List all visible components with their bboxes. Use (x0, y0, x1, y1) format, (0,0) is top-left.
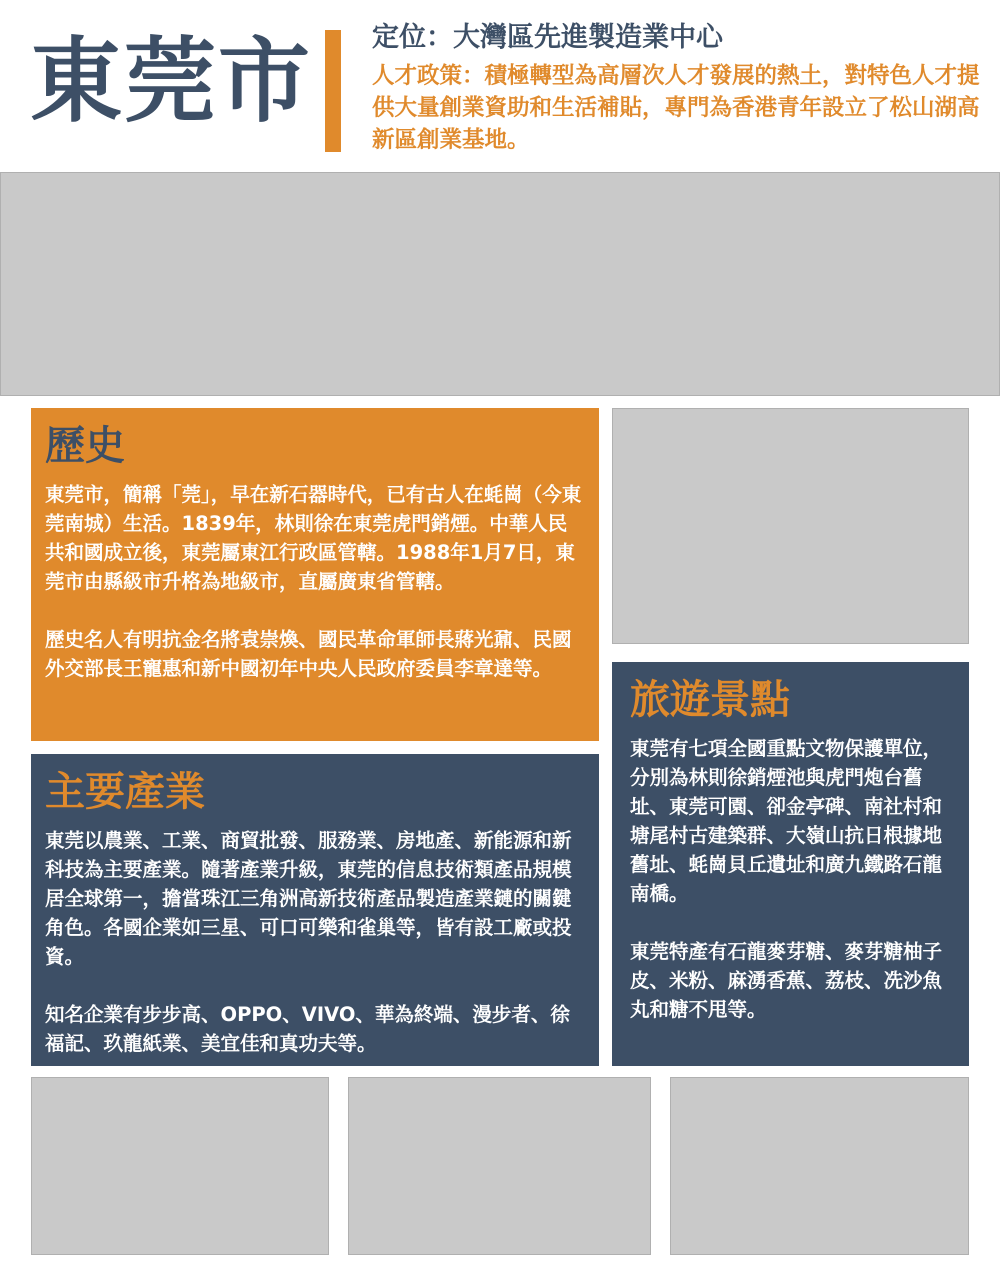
industry-paragraph: 知名企業有步步高、OPPO、VIVO、華為終端、漫步者、徐福記、玖龍紙業、美宜佳和真功夫等。 (45, 1003, 570, 1055)
city-skyline-photo (0, 172, 1000, 396)
tourism-paragraph: 東莞有七項全國重點文物保護單位，分別為林則徐銷煙池與虎門炮台舊址、東莞可園、卻金亭碑、南社村和塘尾村古建築群、大嶺山抗日根據地舊址、蚝崗貝丘遺址和廣九鐵路石龍南橋。 (630, 737, 943, 905)
humen-fort-cannon-photo (348, 1077, 651, 1255)
industry-title: 主要產業 (45, 769, 205, 815)
ancient-pavilion-photo (31, 1077, 329, 1255)
tourism-title: 旅遊景點 (630, 677, 790, 723)
history-paragraph: 歷史名人有明抗金名將袁崇煥、國民革命軍師長蔣光鼐、民國外交部長王寵惠和新中國初年中央人民政府委員李章達等。 (45, 628, 572, 680)
temple-buddha-photo (670, 1077, 969, 1255)
bridge-photo (612, 408, 969, 644)
tourism-panel (612, 662, 969, 1066)
tourism-paragraph: 東莞特產有石龍麥芽糖、麥芽糖柚子皮、米粉、麻湧香蕉、荔枝、冼沙魚丸和糖不甩等。 (630, 940, 943, 1021)
talent-policy-text: 人才政策：積極轉型為高層次人才發展的熱土，對特色人才提供大量創業資助和生活補貼，專門為香港青年設立了松山湖高新區創業基地。 (372, 63, 980, 153)
industry-text (45, 826, 585, 1058)
history-title: 歷史 (45, 423, 125, 469)
history-paragraph: 東莞市，簡稱「莞」，早在新石器時代，已有古人在蚝崗（今東莞南城）生活。1839年，林則徐在東莞虎門銷煙。中華人民共和國成立後，東莞屬東江行政區管轄。1988年1月7日，東莞市由縣級市升格為地級市，直屬廣東省管轄。 (45, 483, 582, 593)
positioning-heading: 定位：大灣區先進製造業中心 (372, 22, 723, 53)
city-title: 東莞市 (30, 28, 313, 135)
title-accent-bar (325, 30, 341, 152)
tourism-text (630, 734, 954, 1024)
history-text (45, 480, 585, 683)
industry-paragraph: 東莞以農業、工業、商貿批發、服務業、房地產、新能源和新科技為主要產業。隨著產業升級，東莞的信息技術類產品規模居全球第一，擔當珠江三角洲高新技術產品製造產業鏈的關鍵角色。各國企業如三星、可口可樂和雀巢等，皆有設工廠或投資。 (45, 829, 572, 968)
industry-panel (31, 754, 599, 1066)
history-panel (31, 408, 599, 741)
